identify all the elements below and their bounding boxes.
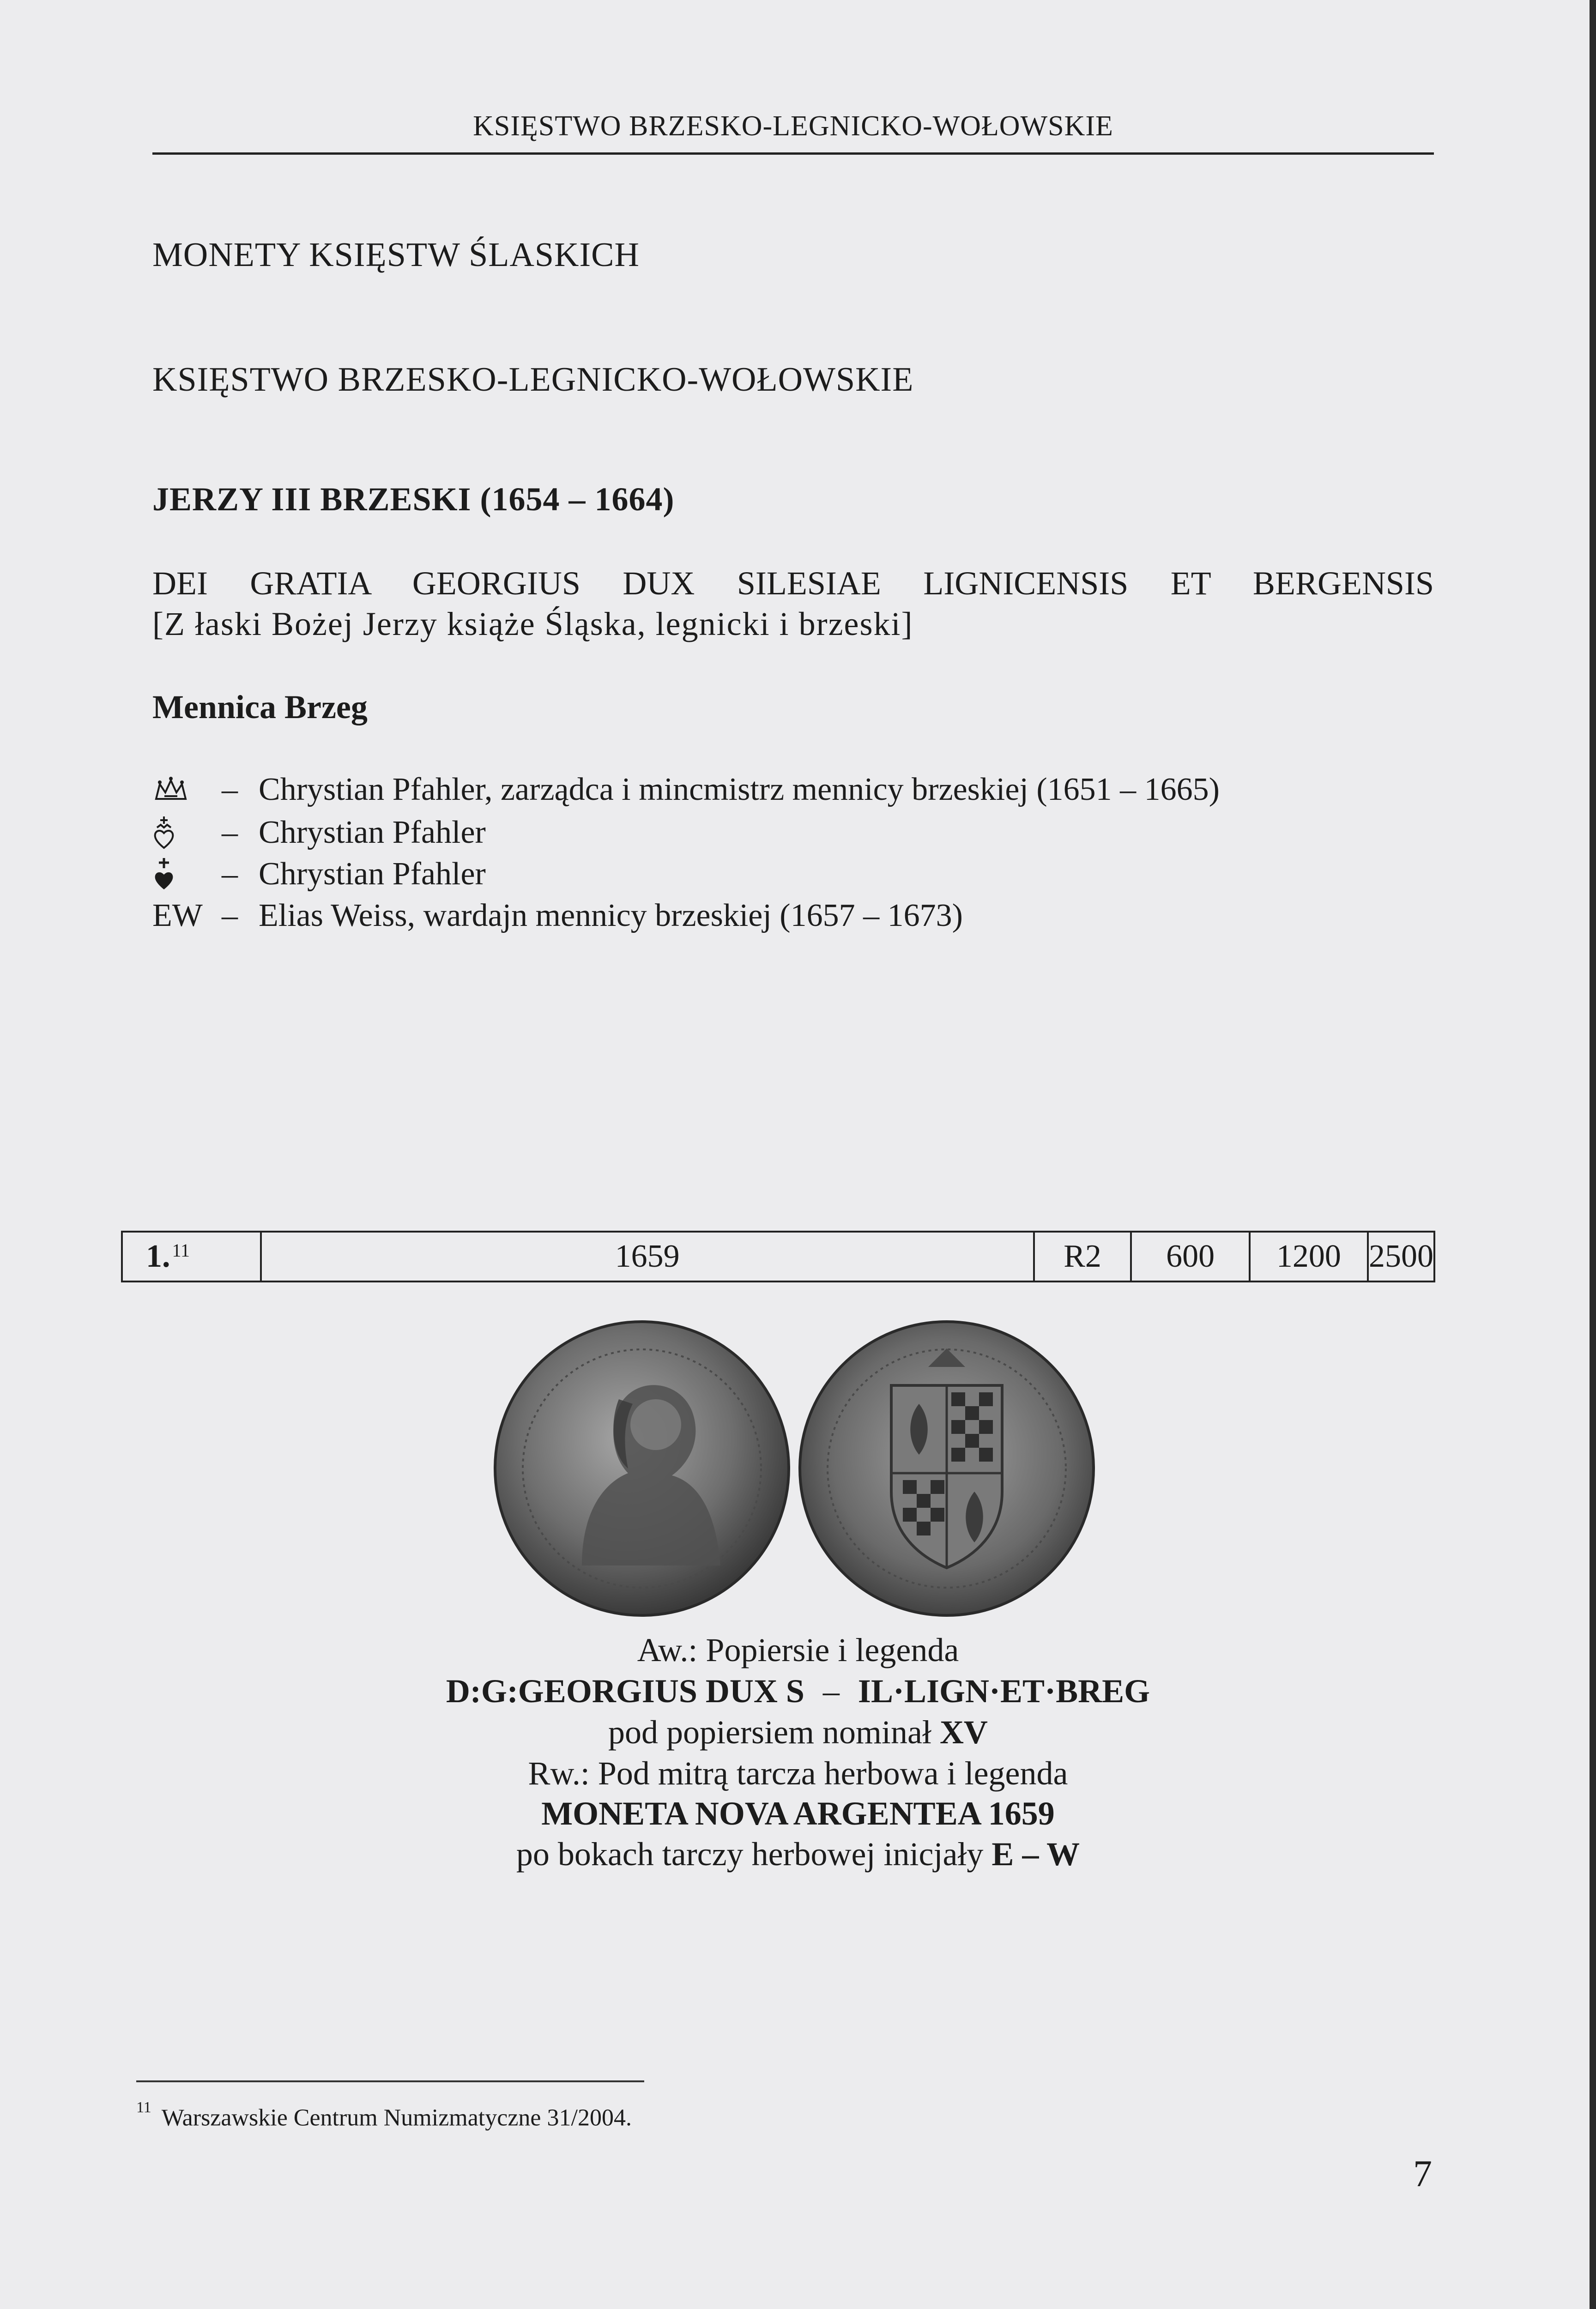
mint-mark-row <box>152 895 963 937</box>
obverse-legend-separator: – <box>822 1673 840 1710</box>
denomination-prefix: pod popiersiem nominał <box>608 1714 931 1751</box>
reverse-description: Rw.: Pod mitrą tarcza herbowa i legenda <box>528 1755 1068 1792</box>
ruler-title: JERZY III BRZESKI (1654 – 1664) <box>152 481 675 518</box>
reverse-legend: MONETA NOVA ARGENTEA 1659 <box>541 1795 1055 1832</box>
obverse-coin <box>495 1322 789 1615</box>
obverse-legend-left: D:G:GEORGIUS DUX S <box>446 1673 804 1710</box>
mint-mark-row <box>152 769 1220 810</box>
entry-price-3: 2500 <box>1368 1239 1433 1274</box>
entry-price-2: 1200 <box>1251 1233 1369 1281</box>
mark-initials: EW <box>152 898 203 933</box>
entry-year: 1659 <box>262 1233 1035 1281</box>
initials-value: E – W <box>991 1836 1080 1873</box>
mark-description: Chrystian Pfahler, zarządca i mincmistrz mennicy brzeskiej (1651 – 1665) <box>259 772 1220 807</box>
catalog-entry-table <box>121 1231 1435 1282</box>
denomination-line <box>0 1711 1596 1753</box>
entry-rarity: R2 <box>1035 1233 1132 1281</box>
header-rule <box>152 152 1434 155</box>
mark-dash: – <box>222 772 238 807</box>
mark-description: Chrystian Pfahler <box>259 815 486 850</box>
page-number: 7 <box>1413 2152 1432 2194</box>
initials-prefix: po bokach tarczy herbowej inicjały <box>516 1836 984 1873</box>
footnote-ref: 11 <box>172 1239 190 1261</box>
section-title: MONETY KSIĘSTW ŚLASKICH <box>152 236 640 274</box>
coin-photos <box>490 1316 1099 1621</box>
mark-dash: – <box>222 898 238 933</box>
entry-number-cell <box>123 1233 262 1281</box>
duchy-title: KSIĘSTWO BRZESKO-LEGNICKO-WOŁOWSKIE <box>152 361 914 399</box>
legend-latin: DEI GRATIA GEORGIUS DUX SILESIAE LIGNICENSIS ET BERGENSIS <box>152 565 1434 602</box>
denomination-value: XV <box>939 1714 988 1751</box>
running-head: KSIĘSTWO BRZESKO-LEGNICKO-WOŁOWSKIE <box>473 110 1113 142</box>
mint-mark-row <box>152 812 486 853</box>
mark-dash: – <box>222 856 238 892</box>
footnote-text: Warszawskie Centrum Numizmatyczne 31/2004. <box>161 2104 632 2131</box>
initials-line <box>0 1833 1596 1875</box>
obverse-legend-right: IL·LIGN·ET·BREG <box>858 1673 1150 1710</box>
heart-crown-mark-icon <box>152 816 222 850</box>
footnote-rule <box>136 2080 644 2082</box>
entry-number: 1. <box>146 1239 170 1274</box>
mark-description: Elias Weiss, wardajn mennicy brzeskiej (1657 – 1673) <box>259 898 963 933</box>
footnote <box>136 2099 632 2131</box>
mint-mark-row <box>152 853 486 895</box>
mark-description: Chrystian Pfahler <box>259 856 486 892</box>
page-edge <box>1590 0 1596 2309</box>
crown-mark-icon <box>152 776 222 804</box>
obverse-legend <box>0 1670 1596 1712</box>
footnote-mark: 11 <box>136 2099 151 2116</box>
mint-heading: Mennica Brzeg <box>152 689 368 725</box>
obverse-description: Aw.: Popiersie i legenda <box>637 1632 959 1668</box>
mark-dash: – <box>222 815 238 850</box>
legend-translation: [Z łaski Bożej Jerzy książe Śląska, legnicki i brzeski] <box>152 605 913 642</box>
entry-price-1: 600 <box>1132 1233 1250 1281</box>
heart-cross-mark-icon <box>152 857 222 891</box>
reverse-coin <box>800 1322 1094 1615</box>
